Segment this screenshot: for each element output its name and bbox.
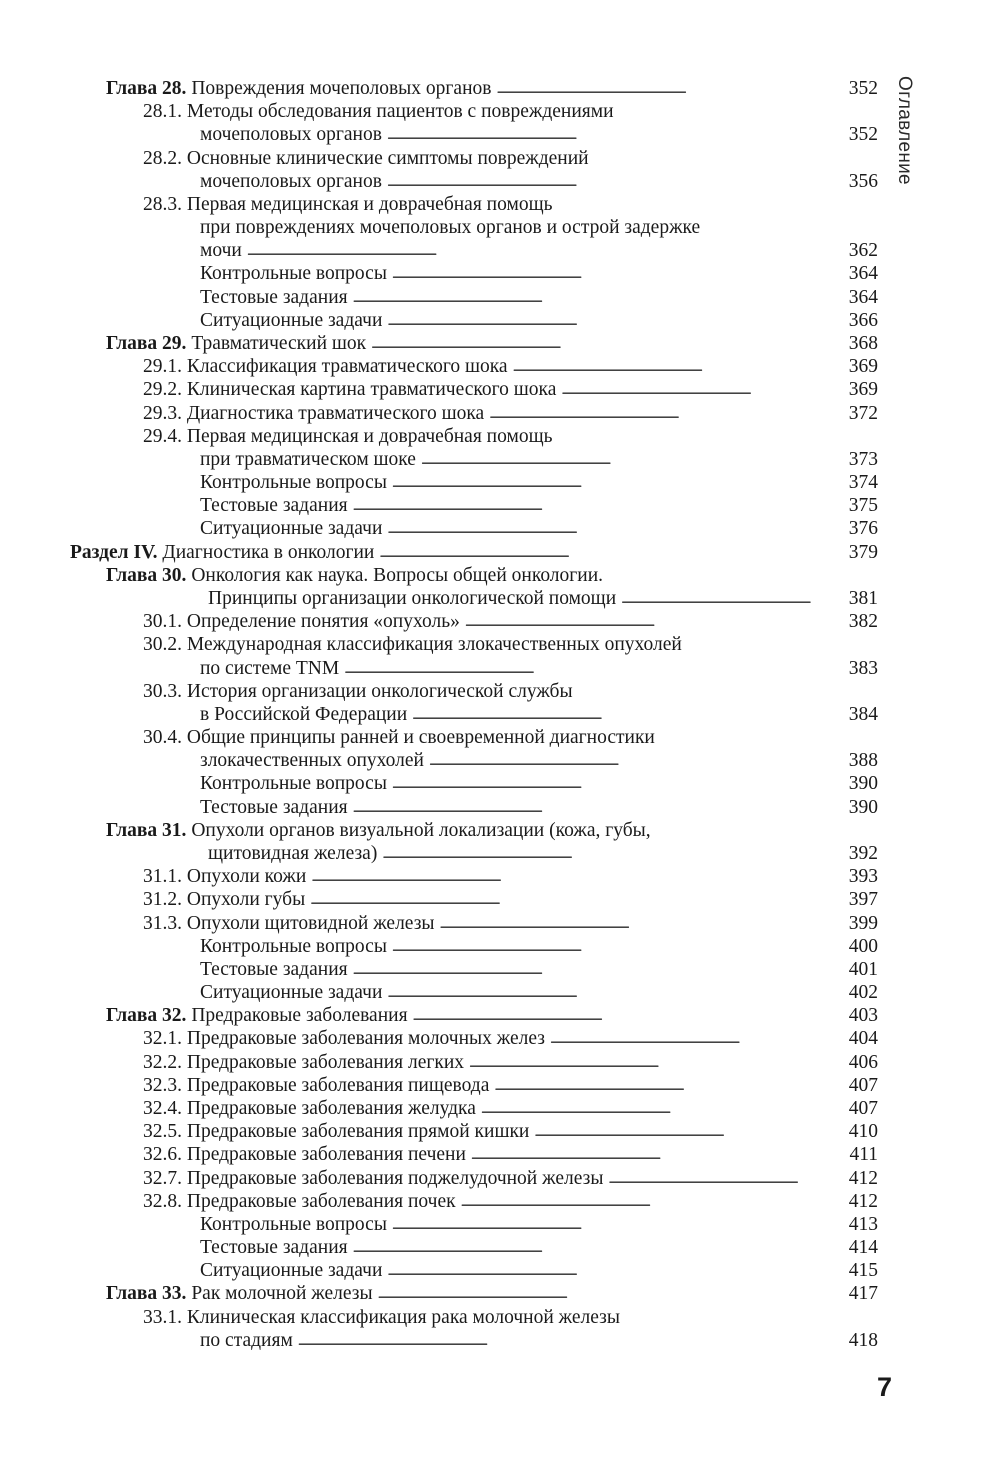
toc-entry-text: Предраковые заболевания почек bbox=[186, 1190, 456, 1212]
toc-page-number: 362 bbox=[848, 240, 878, 262]
toc-entry[interactable] bbox=[0, 286, 1000, 309]
toc-entry-number: 32.2. bbox=[143, 1051, 182, 1073]
toc-entry-number: 29.4. bbox=[143, 425, 182, 447]
toc-entry-text: Ситуационные задачи bbox=[200, 518, 383, 540]
dot-leader bbox=[392, 262, 875, 285]
toc-entry-text: Опухоли щитовидной железы bbox=[186, 912, 435, 934]
toc-page-number: 382 bbox=[848, 611, 878, 633]
dot-leader bbox=[371, 332, 875, 355]
toc-page-number: 368 bbox=[848, 333, 878, 354]
toc-entry[interactable] bbox=[0, 888, 1000, 911]
toc-entry-number: 32.7. bbox=[143, 1167, 182, 1189]
toc-entry-text: мочеполовых органов bbox=[200, 124, 382, 146]
toc-entry-text: Тестовые задания bbox=[200, 796, 348, 818]
dot-leader bbox=[392, 935, 875, 958]
toc-entry-title bbox=[106, 77, 496, 100]
toc-entry-number: Глава 33. bbox=[106, 1283, 187, 1305]
toc-entry-title bbox=[200, 703, 412, 726]
toc-page-number: 412 bbox=[848, 1167, 878, 1189]
toc-entry-text: Общие принципы ранней и своевременной диагностики bbox=[186, 727, 655, 748]
toc-page-number: 352 bbox=[848, 78, 878, 99]
toc-page-number: 356 bbox=[848, 170, 878, 192]
toc-entry-title bbox=[143, 888, 310, 911]
toc-entry-title bbox=[143, 610, 465, 633]
toc-entry-title bbox=[143, 726, 660, 749]
toc-entry-text: Контрольные вопросы bbox=[200, 263, 387, 285]
toc-entry-title bbox=[200, 448, 421, 471]
dot-leader bbox=[494, 1074, 875, 1097]
toc-entry[interactable] bbox=[0, 355, 1000, 378]
toc-entry-text: Принципы организации онкологической помощи bbox=[208, 588, 617, 609]
toc-entry[interactable] bbox=[0, 935, 1000, 958]
toc-page-number: 376 bbox=[848, 518, 878, 540]
toc-page-number: 384 bbox=[848, 703, 878, 725]
dot-leader bbox=[247, 239, 875, 262]
toc-entry-number: 32.3. bbox=[143, 1074, 182, 1096]
toc-entry-title bbox=[143, 865, 311, 888]
dot-leader bbox=[353, 796, 875, 819]
toc-entry[interactable] bbox=[0, 1051, 1000, 1074]
dot-leader bbox=[311, 865, 875, 888]
toc-entry-text: Классификация травматического шока bbox=[186, 356, 508, 378]
dot-leader bbox=[387, 1259, 875, 1282]
toc-entry[interactable] bbox=[0, 796, 1000, 819]
toc-entry-number: Глава 29. bbox=[106, 333, 187, 354]
toc-entry-title bbox=[143, 193, 558, 216]
dot-leader bbox=[353, 958, 875, 981]
toc-entry[interactable] bbox=[0, 1282, 1000, 1305]
toc-page-number: 413 bbox=[848, 1213, 878, 1235]
toc-page-number: 402 bbox=[848, 982, 878, 1003]
dot-leader bbox=[471, 1143, 875, 1166]
toc-page-number: 393 bbox=[848, 866, 878, 888]
dot-leader bbox=[392, 1213, 875, 1236]
toc-page-number: 383 bbox=[848, 657, 878, 679]
toc-page-number: 381 bbox=[848, 588, 878, 609]
toc-page-number: 417 bbox=[848, 1283, 878, 1305]
toc-entry[interactable] bbox=[0, 842, 1000, 865]
toc-page-number: 403 bbox=[848, 1005, 878, 1027]
toc-entry[interactable] bbox=[0, 610, 1000, 633]
toc-entry-text: Тестовые задания bbox=[200, 286, 348, 308]
toc-page-number: 404 bbox=[848, 1028, 878, 1050]
toc-page-number: 415 bbox=[848, 1260, 878, 1282]
toc-entry-text: в Российской Федерации bbox=[200, 703, 408, 725]
toc-page-number: 412 bbox=[848, 1190, 878, 1212]
dot-leader bbox=[353, 494, 875, 517]
toc-page-number: 352 bbox=[848, 124, 878, 146]
toc-entry-number: 32.5. bbox=[143, 1121, 182, 1143]
toc-entry-text: Травматический шок bbox=[191, 333, 367, 354]
toc-entry[interactable] bbox=[0, 1190, 1000, 1213]
toc-entry[interactable] bbox=[0, 193, 1000, 216]
toc-page-number: 390 bbox=[848, 796, 878, 818]
toc-entry-title bbox=[200, 239, 247, 262]
toc-entry-title bbox=[70, 541, 379, 564]
toc-entry-text: по стадиям bbox=[200, 1329, 293, 1351]
toc-entry[interactable] bbox=[0, 657, 1000, 680]
toc-entry-text: Предраковые заболевания печени bbox=[186, 1144, 466, 1166]
toc-entry-number: 30.3. bbox=[143, 680, 182, 702]
toc-page-number: 364 bbox=[848, 263, 878, 285]
toc-page-number: 400 bbox=[848, 935, 878, 957]
toc-entry-text: по системе TNM bbox=[200, 657, 340, 679]
toc-entry-text: Ситуационные задачи bbox=[200, 1260, 383, 1282]
toc-entry-text: Предраковые заболевания прямой кишки bbox=[186, 1121, 530, 1143]
toc-entry-number: 32.1. bbox=[143, 1028, 182, 1050]
toc-entry-title bbox=[208, 587, 621, 610]
toc-page-number: 372 bbox=[848, 402, 878, 424]
toc-entry[interactable] bbox=[0, 772, 1000, 795]
page-number: 7 bbox=[876, 1372, 892, 1402]
toc-entry[interactable] bbox=[0, 1120, 1000, 1143]
toc-entry-text: Предраковые заболевания пищевода bbox=[186, 1074, 490, 1096]
toc-entry-text: История организации онкологической службы bbox=[186, 680, 573, 702]
dot-leader bbox=[387, 123, 875, 146]
toc-entry-title bbox=[143, 912, 440, 935]
toc-entry-text: Опухоли кожи bbox=[186, 866, 307, 888]
toc-entry-text: Контрольные вопросы bbox=[200, 935, 387, 957]
toc-entry[interactable] bbox=[0, 517, 1000, 540]
toc-entry-text: Тестовые задания bbox=[200, 495, 348, 517]
toc-entry-text: Рак молочной железы bbox=[191, 1283, 373, 1305]
toc-entry-text: Методы обследования пациентов с повреждениями bbox=[186, 101, 614, 123]
dot-leader bbox=[387, 981, 875, 1004]
toc-entry-number: 28.1. bbox=[143, 101, 182, 123]
toc-entry-number: 28.2. bbox=[143, 147, 182, 169]
toc-entry-number: 30.2. bbox=[143, 634, 182, 656]
toc-entry-title bbox=[143, 355, 513, 378]
toc-entry-title bbox=[143, 1143, 471, 1166]
toc-entry-title bbox=[200, 262, 392, 285]
dot-leader bbox=[469, 1051, 875, 1074]
toc-entry-text: Основные клинические симптомы повреждений bbox=[186, 147, 589, 169]
dot-leader bbox=[608, 1167, 875, 1190]
toc-entry-number: Раздел IV. bbox=[70, 541, 158, 563]
toc-page-number: 399 bbox=[848, 912, 878, 934]
toc-entry-text: злокачественных опухолей bbox=[200, 750, 424, 772]
toc-entry-title bbox=[200, 935, 392, 958]
toc-entry[interactable] bbox=[0, 1143, 1000, 1166]
dot-leader bbox=[392, 772, 875, 795]
dot-leader bbox=[387, 309, 875, 332]
running-header bbox=[893, 76, 921, 194]
toc-entry-number: 31.1. bbox=[143, 866, 182, 888]
toc-entry-title bbox=[200, 1213, 392, 1236]
toc-entry[interactable] bbox=[0, 587, 1000, 610]
toc-entry-text: Тестовые задания bbox=[200, 1237, 348, 1258]
toc-page-number: 407 bbox=[848, 1074, 878, 1096]
dot-leader bbox=[353, 1236, 875, 1259]
toc-entry-title bbox=[106, 332, 371, 355]
toc-entry-title bbox=[143, 633, 687, 656]
toc-entry-text: Клиническая картина травматического шока bbox=[186, 379, 557, 401]
toc-entry-text: при травматическом шоке bbox=[200, 448, 416, 470]
toc-page-number: 364 bbox=[848, 286, 878, 308]
toc-page-number: 401 bbox=[848, 958, 878, 980]
dot-leader bbox=[392, 471, 875, 494]
toc-entry[interactable] bbox=[0, 981, 1000, 1004]
toc-entry-title bbox=[200, 286, 353, 309]
toc-entry-title bbox=[143, 100, 619, 123]
toc-entry-title bbox=[200, 796, 353, 819]
toc-page-number: 406 bbox=[848, 1051, 878, 1073]
toc-entry-title bbox=[200, 749, 429, 772]
toc-entry[interactable] bbox=[0, 819, 1000, 842]
toc-entry-title bbox=[200, 517, 387, 540]
toc-entry-number: 31.3. bbox=[143, 912, 182, 934]
toc-entry[interactable] bbox=[0, 1306, 1000, 1329]
running-header-text: Оглавление bbox=[894, 76, 915, 185]
dot-leader bbox=[496, 77, 875, 100]
toc-entry-text: Контрольные вопросы bbox=[200, 472, 387, 494]
toc-entry[interactable] bbox=[0, 703, 1000, 726]
toc-entry-text: Первая медицинская и доврачебная помощь bbox=[186, 425, 553, 447]
toc-entry-title bbox=[143, 680, 578, 703]
toc-entry[interactable] bbox=[0, 309, 1000, 332]
toc-entry-title bbox=[208, 842, 382, 865]
dot-leader bbox=[387, 517, 875, 540]
toc-entry-title bbox=[200, 981, 387, 1004]
toc-page-number: 392 bbox=[848, 842, 878, 864]
dot-leader bbox=[412, 703, 875, 726]
toc-page-number: 369 bbox=[848, 356, 878, 378]
toc-entry-text: Определение понятия «опухоль» bbox=[186, 611, 460, 633]
toc-entry-text: Диагностика травматического шока bbox=[186, 402, 485, 424]
toc-entry[interactable] bbox=[0, 633, 1000, 656]
toc-entry[interactable] bbox=[0, 1004, 1000, 1027]
toc-page-number: 388 bbox=[848, 750, 878, 772]
toc-page-number: 366 bbox=[848, 309, 878, 331]
toc-entry-text: Диагностика в онкологии bbox=[162, 541, 375, 563]
toc-entry-title bbox=[106, 1004, 413, 1027]
toc-entry-number: 31.2. bbox=[143, 889, 182, 911]
toc-entry-title bbox=[143, 378, 561, 401]
toc-entry[interactable] bbox=[0, 726, 1000, 749]
toc-entry-title bbox=[200, 309, 387, 332]
toc-entry-text: Предраковые заболевания молочных желез bbox=[186, 1028, 545, 1050]
toc-entry-title bbox=[200, 1329, 298, 1352]
toc-entry-title bbox=[200, 170, 387, 193]
toc-entry-number: 30.4. bbox=[143, 727, 182, 748]
toc-entry-text: Повреждения мочеполовых органов bbox=[191, 78, 492, 99]
toc-page-number: 390 bbox=[848, 773, 878, 795]
toc-entry-title bbox=[200, 494, 353, 517]
toc-entry-text: Ситуационные задачи bbox=[200, 309, 383, 331]
toc-entry[interactable] bbox=[0, 471, 1000, 494]
dot-leader bbox=[489, 402, 875, 425]
toc-entry-title bbox=[143, 1120, 534, 1143]
toc-entry-text: Тестовые задания bbox=[200, 958, 348, 980]
toc-entry-title bbox=[143, 1190, 461, 1213]
toc-entry-title bbox=[106, 1282, 378, 1305]
toc-entry[interactable] bbox=[0, 958, 1000, 981]
toc-entry-title bbox=[143, 1027, 550, 1050]
toc-entry-text: Предраковые заболевания легких bbox=[186, 1051, 465, 1073]
toc-entry[interactable] bbox=[0, 123, 1000, 146]
dot-leader bbox=[298, 1329, 875, 1352]
toc-entry-title bbox=[200, 471, 392, 494]
toc-entry[interactable] bbox=[0, 77, 1000, 100]
toc-entry[interactable] bbox=[0, 680, 1000, 703]
toc-page-number: 369 bbox=[848, 379, 878, 401]
toc-entry-title bbox=[143, 1074, 494, 1097]
toc-entry-text: щитовидная железа) bbox=[208, 842, 378, 864]
toc-entry-number: 33.1. bbox=[143, 1306, 182, 1328]
toc-page-number: 407 bbox=[848, 1097, 878, 1119]
toc-entry-text: Ситуационные задачи bbox=[200, 982, 383, 1003]
toc-entry[interactable] bbox=[0, 1213, 1000, 1236]
dot-leader bbox=[561, 378, 875, 401]
toc-entry[interactable] bbox=[0, 100, 1000, 123]
toc-entry[interactable] bbox=[0, 912, 1000, 935]
toc-entry-title bbox=[106, 564, 608, 587]
toc-page-number: 379 bbox=[848, 541, 878, 563]
dot-leader bbox=[513, 355, 875, 378]
toc-entry-text: Первая медицинская и доврачебная помощь bbox=[186, 193, 553, 215]
toc-page-number: 411 bbox=[849, 1144, 878, 1166]
toc-entry[interactable] bbox=[0, 147, 1000, 170]
toc-entry[interactable] bbox=[0, 494, 1000, 517]
toc-entry-text: Контрольные вопросы bbox=[200, 1213, 387, 1235]
toc-entry-title bbox=[200, 123, 387, 146]
toc-entry-number: 32.4. bbox=[143, 1097, 182, 1119]
toc-entry-number: 28.3. bbox=[143, 193, 182, 215]
toc-entry[interactable] bbox=[0, 1097, 1000, 1120]
toc-entry-text: Предраковые заболевания желудка bbox=[186, 1097, 476, 1119]
dot-leader bbox=[429, 749, 875, 772]
toc-entry-text: Опухоли губы bbox=[186, 889, 306, 911]
toc-entry[interactable] bbox=[0, 239, 1000, 262]
dot-leader bbox=[440, 912, 875, 935]
dot-leader bbox=[550, 1027, 875, 1050]
dot-leader bbox=[621, 587, 875, 610]
toc-page-number: 414 bbox=[848, 1237, 878, 1258]
toc-entry[interactable] bbox=[0, 749, 1000, 772]
toc-entry-title bbox=[106, 819, 656, 842]
toc-entry[interactable] bbox=[0, 1027, 1000, 1050]
toc-entry-text: Контрольные вопросы bbox=[200, 773, 387, 795]
dot-leader bbox=[534, 1120, 875, 1143]
toc-page-number: 397 bbox=[848, 889, 878, 911]
toc-entry-text: при повреждениях мочеполовых органов и острой задержке bbox=[200, 217, 701, 239]
toc-entry[interactable] bbox=[0, 262, 1000, 285]
toc-entry-title bbox=[143, 147, 594, 170]
toc-entry[interactable] bbox=[0, 1236, 1000, 1259]
toc-entry-number: Глава 28. bbox=[106, 78, 187, 99]
toc-entry-title bbox=[143, 1167, 608, 1190]
toc-entry-title bbox=[200, 657, 344, 680]
toc-entry[interactable] bbox=[0, 1259, 1000, 1282]
toc-entry[interactable] bbox=[0, 1074, 1000, 1097]
toc-entry-title bbox=[200, 772, 392, 795]
toc-entry[interactable] bbox=[0, 216, 1000, 239]
toc-entry[interactable] bbox=[0, 865, 1000, 888]
toc-entry-number: 32.8. bbox=[143, 1190, 182, 1212]
dot-leader bbox=[310, 888, 875, 911]
toc-entry-text: Клиническая классификация рака молочной железы bbox=[186, 1306, 620, 1328]
toc-entry-number: Глава 30. bbox=[106, 564, 187, 586]
toc-entry[interactable] bbox=[0, 448, 1000, 471]
toc-entry-title bbox=[143, 1097, 481, 1120]
toc-entry-title bbox=[200, 1259, 387, 1282]
toc-page-number: 373 bbox=[848, 448, 878, 470]
dot-leader bbox=[353, 286, 875, 309]
toc-entry-text: Онкология как наука. Вопросы общей онкологии. bbox=[191, 564, 604, 586]
dot-leader bbox=[382, 842, 875, 865]
toc-entry-number: 32.6. bbox=[143, 1144, 182, 1166]
dot-leader bbox=[461, 1190, 875, 1213]
dot-leader bbox=[421, 448, 875, 471]
toc-entry-text: Международная классификация злокачественных опухолей bbox=[186, 634, 682, 656]
toc-entry-text: мочеполовых органов bbox=[200, 170, 382, 192]
toc-entry-text: мочи bbox=[200, 240, 242, 262]
toc-entry-text: Предраковые заболевания bbox=[191, 1005, 408, 1027]
toc-page-number: 374 bbox=[848, 472, 878, 494]
toc-entry[interactable] bbox=[0, 425, 1000, 448]
toc-entry[interactable] bbox=[0, 564, 1000, 587]
toc-entry[interactable] bbox=[0, 332, 1000, 355]
dot-leader bbox=[387, 170, 875, 193]
dot-leader bbox=[378, 1282, 875, 1305]
dot-leader bbox=[481, 1097, 875, 1120]
toc-entry-title bbox=[200, 216, 705, 239]
toc-page-number: 418 bbox=[848, 1329, 878, 1351]
toc-entry[interactable] bbox=[0, 170, 1000, 193]
toc-entry-number: Глава 31. bbox=[106, 819, 187, 841]
toc-entry-text: Опухоли органов визуальной локализации (кожа, губы, bbox=[191, 819, 651, 841]
toc-entry[interactable] bbox=[0, 378, 1000, 401]
dot-leader bbox=[465, 610, 875, 633]
toc-entry-text: Предраковые заболевания поджелудочной железы bbox=[186, 1167, 604, 1189]
toc-entry-number: 30.1. bbox=[143, 611, 182, 633]
toc-entry[interactable] bbox=[0, 541, 1000, 564]
dot-leader bbox=[413, 1004, 875, 1027]
toc-entry-number: 29.3. bbox=[143, 402, 182, 424]
toc-page-number: 375 bbox=[848, 495, 878, 517]
toc-entry-title bbox=[143, 425, 558, 448]
dot-leader bbox=[379, 541, 875, 564]
toc-entry[interactable] bbox=[0, 1329, 1000, 1352]
toc-entry-title bbox=[200, 1236, 353, 1259]
toc-entry-number: 29.2. bbox=[143, 379, 182, 401]
toc-page-number: 410 bbox=[848, 1121, 878, 1143]
toc-entry-number: 29.1. bbox=[143, 356, 182, 378]
dot-leader bbox=[344, 657, 875, 680]
toc-entry-number: Глава 32. bbox=[106, 1005, 187, 1027]
toc-entry[interactable] bbox=[0, 1167, 1000, 1190]
toc-entry-title bbox=[200, 958, 353, 981]
toc-entry-title bbox=[143, 402, 489, 425]
toc-entry-title bbox=[143, 1051, 469, 1074]
toc-entry-title bbox=[143, 1306, 625, 1329]
toc-entry[interactable] bbox=[0, 402, 1000, 425]
